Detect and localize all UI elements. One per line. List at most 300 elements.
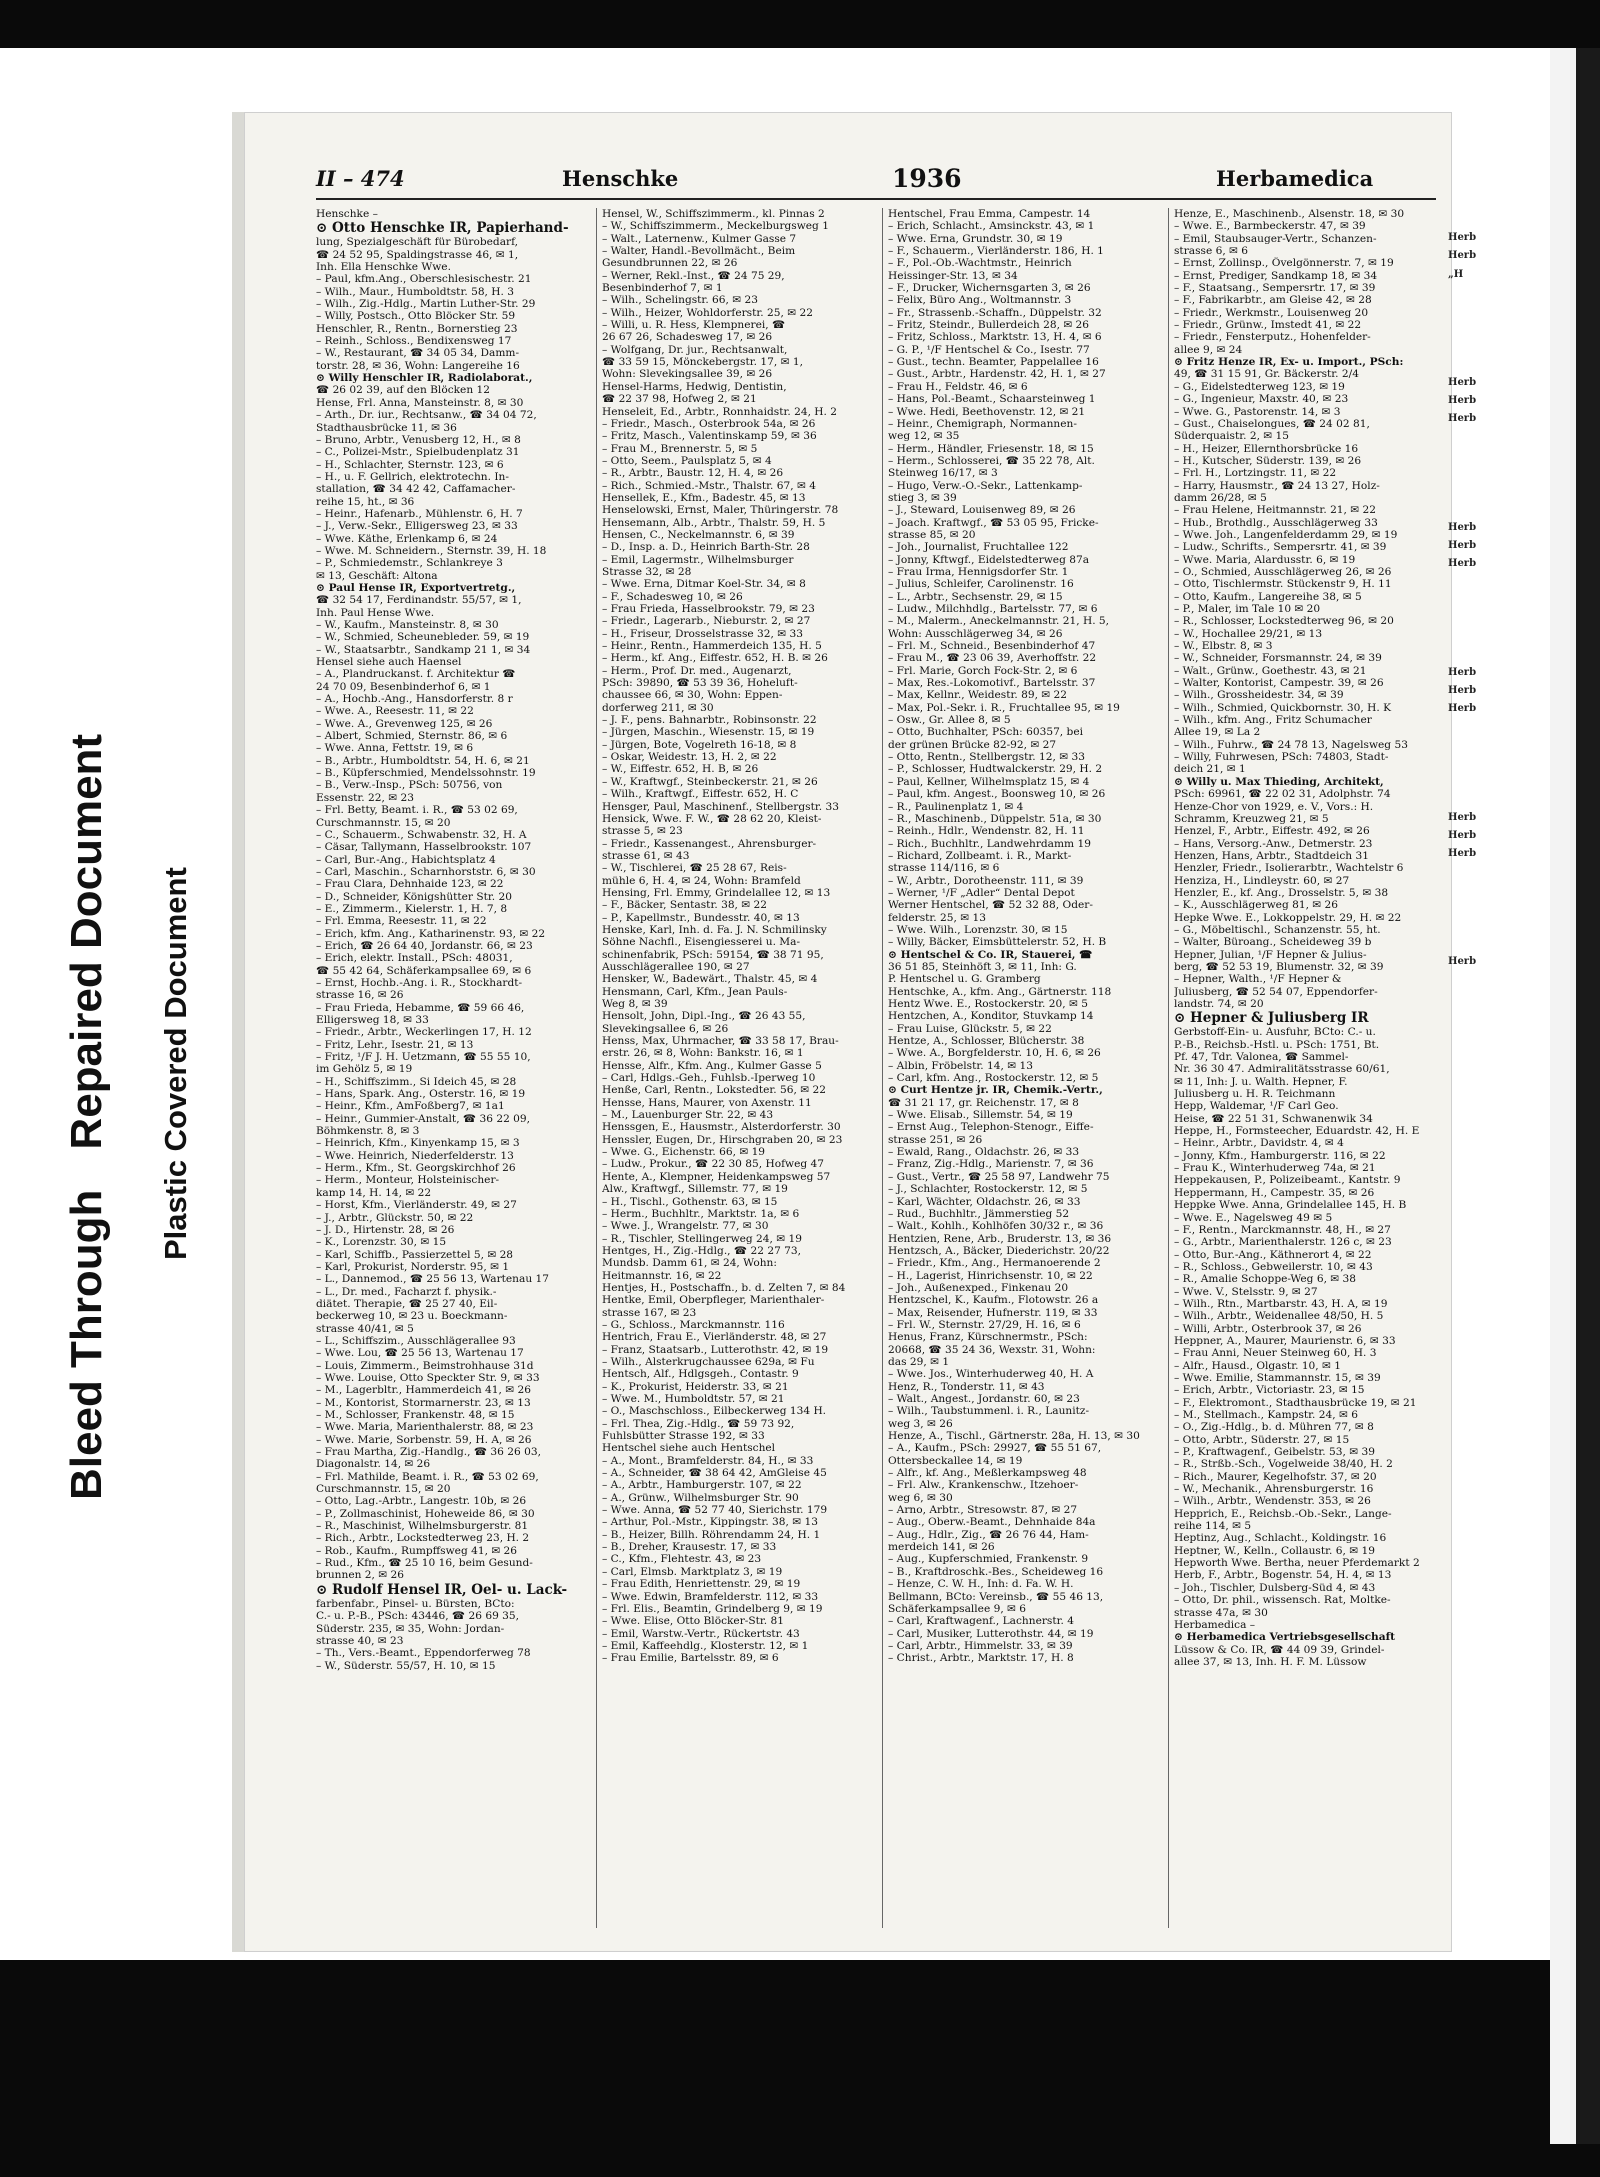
- entry-line: Hepke Wwe. E., Lokkoppelstr. 29, H. ✉ 22: [1174, 911, 1402, 924]
- entry-line: – Herm., Buchhltr., Marktstr. 1a, ✉ 6: [602, 1207, 800, 1220]
- entry-line: farbenfabr., Pinsel- u. Bürsten, BCto:: [316, 1597, 515, 1610]
- entry-line: – Ernst, Zollinsp., Övelgönnerstr. 7, ✉ 19: [1174, 257, 1394, 270]
- margin-fragment: Herb: [1448, 956, 1477, 968]
- entry-line: – Wilh., Taubstummenl. i. R., Launitz-: [888, 1405, 1090, 1418]
- entry-line: – Friedr., Werkmstr., Louisenweg 20: [1174, 306, 1369, 319]
- entry-line: Heppekausen, P., Polizeibeamt., Kantstr. 9: [1174, 1174, 1401, 1187]
- entry-line: ⊙ Rudolf Hensel IR, Oel- u. Lack-: [316, 1581, 568, 1598]
- entry-line: das 29, ✉ 1: [888, 1355, 950, 1368]
- entry-line: Hentschel, Frau Emma, Campestr. 14: [888, 208, 1091, 220]
- entry-line: – Richard, Zollbeamt. i. R., Markt-: [888, 849, 1072, 862]
- entry-line: Henzen, Hans, Arbtr., Stadtdeich 31: [1174, 849, 1369, 862]
- entry-line: – Carl, Kraftwagenf., Lachnerstr. 4: [888, 1615, 1074, 1628]
- next-page-edge: [1550, 48, 1576, 2144]
- next-page-margin: [1448, 232, 1478, 975]
- entry-line: – Frau Frieda, Hebamme, ☎ 59 66 46,: [316, 1001, 525, 1014]
- entry-line: Hensel-Harms, Hedwig, Dentistin,: [602, 380, 787, 393]
- entry-line: – Joh., Außenexped., Finkenau 20: [888, 1281, 1069, 1294]
- entry-line: Gerbstoff-Ein- u. Ausfuhr, BCto: C.- u.: [1174, 1026, 1376, 1039]
- entry-line: – M., Kontorist, Stormarnerstr. 23, ✉ 13: [316, 1396, 531, 1409]
- entry-line: – R., Tischler, Stellingerweg 24, ✉ 19: [602, 1232, 802, 1245]
- entry-line: – K., Prokurist, Heiderstr. 33, ✉ 21: [602, 1380, 789, 1393]
- condition-label-primary: [62, 500, 112, 1500]
- entry-line: Hepp, Waldemar, ¹/F Carl Geo.: [1174, 1100, 1339, 1113]
- entry-line: – Walter, Kontorist, Campestr. 39, ✉ 26: [1174, 677, 1384, 690]
- entry-line: erstr. 26, ✉ 8, Wohn: Bankstr. 16, ✉ 1: [602, 1047, 804, 1060]
- entry-line: – P., Zollmaschinist, Hoheweide 86, ✉ 30: [316, 1507, 535, 1520]
- header-rule: [316, 198, 1436, 200]
- right-scan-border: [1576, 48, 1600, 2144]
- entry-line: – Arno, Arbtr., Stresowstr. 87, ✉ 27: [888, 1504, 1078, 1517]
- entry-line: 26 67 26, Schadesweg 17, ✉ 26: [602, 331, 773, 344]
- top-scan-border: [0, 0, 1600, 48]
- entry-line: – Fritz, Schloss., Marktstr. 13, H. 4, ✉ 6: [888, 331, 1102, 344]
- entry-line: – D., Insp. a. D., Heinrich Barth-Str. 28: [602, 541, 810, 554]
- entry-line: – Wilh., Maur., Humboldtstr. 58, H. 3: [316, 285, 515, 298]
- entry-line: – Jonny, Kftwgf., Eidelstedterweg 87a: [888, 553, 1090, 566]
- entry-line: – Wwe. Käthe, Erlenkamp 6, ✉ 24: [316, 532, 498, 545]
- entry-line: – Willy, Fuhrwesen, PSch: 74803, Stadt-: [1174, 751, 1389, 764]
- entry-line: Henselowski, Ernst, Maler, Thüringerstr. 78: [602, 504, 839, 517]
- entry-line: Ausschlägerallee 190, ✉ 27: [602, 960, 750, 973]
- entry-line: Heppe, H., Formsteecher, Eduardstr. 42, H. E: [1174, 1125, 1420, 1138]
- entry-line: Weg 8, ✉ 39: [602, 998, 668, 1010]
- entry-line: – A., Kaufm., PSch: 29927, ☎ 55 51 67,: [888, 1442, 1102, 1455]
- entry-line: – Hans, Spark. Ang., Osterstr. 16, ✉ 19: [316, 1088, 526, 1101]
- margin-fragment: Herb: [1448, 829, 1477, 841]
- entry-line: – Wwe. Louise, Otto Speckter Str. 9, ✉ 33: [316, 1371, 540, 1384]
- margin-fragment: Herb: [1448, 413, 1477, 425]
- entry-line: – Walter, Handl.-Bevollmächt., Beim: [602, 245, 796, 258]
- entry-line: Henz, R., Tonderstr. 11, ✉ 43: [888, 1380, 1045, 1393]
- margin-fragment: Herb: [1448, 540, 1477, 552]
- entry-line: strasse 251, ✉ 26: [888, 1133, 983, 1146]
- entry-line: – Wwe. Erna, Grundstr. 30, ✉ 19: [888, 232, 1063, 245]
- entry-line: im Gehölz 5, ✉ 19: [316, 1063, 413, 1076]
- entry-line: strasse 40/41, ✉ 5: [316, 1322, 414, 1335]
- entry-line: Heppner, A., Maurer, Maurienstr. 6, ✉ 33: [1174, 1334, 1396, 1347]
- entry-line: Schramm, Kreuzweg 21, ✉ 5: [1174, 812, 1329, 825]
- entry-line: Stadthausbrücke 11, ✉ 36: [316, 421, 457, 434]
- entry-line: – P., Kapellmstr., Bundesstr. 40, ✉ 13: [602, 911, 800, 924]
- label-strip: [0, 48, 244, 1960]
- entry-line: – H., u. F. Gellrich, elektrotechn. In-: [316, 470, 509, 483]
- entry-line: ☎ 24 52 95, Spaldingstrasse 46, ✉ 1,: [316, 248, 519, 261]
- entry-line: – Karl, Prokurist, Norderstr. 95, ✉ 1: [316, 1260, 510, 1273]
- entry-line: PSch: 39890, ☎ 53 39 36, Hoheluft-: [602, 677, 798, 690]
- entry-line: – Walt., Laternenw., Kulmer Gasse 7: [602, 232, 797, 245]
- entry-line: – Christ., Arbtr., Marktstr. 17, H. 8: [888, 1652, 1074, 1665]
- entry-line: kamp 14, H. 14, ✉ 22: [316, 1186, 432, 1199]
- entry-line: – Erich, elektr. Install., PSch: 48031,: [316, 952, 513, 965]
- entry-line: – Wwe. A., Reesestr. 11, ✉ 22: [316, 705, 474, 718]
- entry-line: – Gust., Arbtr., Hardenstr. 42, H. 1, ✉ 27: [888, 368, 1106, 381]
- entry-line: Nr. 36 30 47. Admiralitätsstrasse 60/61,: [1174, 1063, 1390, 1076]
- entry-line: – Walt., Kohlh., Kohlhöfen 30/32 r., ✉ 36: [888, 1220, 1104, 1233]
- entry-line: C.- u. P.-B., PSch: 43446, ☎ 26 69 35,: [316, 1610, 520, 1623]
- entry-line: – Joh., Tischler, Dulsberg-Süd 4, ✉ 43: [1174, 1581, 1376, 1594]
- entry-line: – Wwe. Maria, Marienthalerstr. 88, ✉ 23: [316, 1421, 534, 1434]
- entry-line: Essenstr. 22, ✉ 23: [316, 791, 414, 804]
- entry-line: – Reinh., Schloss., Bendixensweg 17: [316, 335, 512, 348]
- entry-line: – Bruno, Arbtr., Venusberg 12, H., ✉ 8: [316, 433, 521, 446]
- column-4: [1174, 208, 1446, 1928]
- entry-line: – R., Strßb.-Sch., Vogelweide 38/40, H. 2: [1174, 1458, 1393, 1471]
- entry-line: – J. D., Hirtenstr. 28, ✉ 26: [316, 1223, 455, 1236]
- entry-line: ⊙ Willy u. Max Thieding, Architekt,: [1174, 775, 1384, 788]
- directory-columns: [316, 208, 1446, 1928]
- entry-line: – Fritz, Lehr., Isestr. 21, ✉ 13: [316, 1038, 474, 1051]
- entry-line: Hentzchen, A., Konditor, Stuvkamp 14: [888, 1010, 1094, 1023]
- entry-line: – Frau Helene, Heitmannstr. 21, ✉ 22: [1174, 504, 1377, 517]
- entry-line: – Gust., techn. Beamter, Pappelallee 16: [888, 356, 1099, 369]
- entry-line: PSch: 69961, ☎ 22 02 31, Adolphstr. 74: [1174, 788, 1391, 801]
- entry-line: – Willy, Postsch., Otto Blöcker Str. 59: [316, 310, 516, 323]
- margin-fragment: Herb: [1448, 684, 1477, 696]
- entry-line: – Frau M., Brennerstr. 5, ✉ 5: [602, 442, 758, 455]
- entry-line: – P., Kraftwagenf., Geibelstr. 53, ✉ 39: [1174, 1446, 1375, 1459]
- entry-line: – Hub., Brothdlg., Ausschlägerweg 33: [1174, 516, 1378, 529]
- entry-line: ✉ 13, Geschäft: Altona: [316, 569, 438, 582]
- entry-line: – Carl, Maschin., Scharnhorststr. 6, ✉ 30: [316, 865, 536, 878]
- entry-line: landstr. 74, ✉ 20: [1174, 998, 1264, 1010]
- entry-line: – Wwe. M., Humboldtstr. 57, ✉ 21: [602, 1393, 785, 1405]
- entry-line: – Frl. Mathilde, Beamt. i. R., ☎ 53 02 69,: [316, 1470, 539, 1483]
- page-header: [316, 164, 1436, 194]
- entry-line: – Albert, Schmied, Sternstr. 86, ✉ 6: [316, 730, 508, 743]
- entry-line: 36 51 85, Steinhöft 3, ✉ 11, Inh: G.: [888, 960, 1077, 973]
- entry-line: Inh. Ella Henschke Wwe.: [316, 261, 451, 274]
- entry-line: – Felix, Büro Ang., Woltmannstr. 3: [888, 294, 1072, 307]
- entry-line: – Emil, Warstw.-Vertr., Rückertstr. 43: [602, 1627, 800, 1640]
- entry-line: reihe 15, ht., ✉ 36: [316, 495, 415, 508]
- entry-line: – Werner, Rekl.-Inst., ☎ 24 75 29,: [602, 269, 785, 282]
- entry-line: brunnen 2, ✉ 26: [316, 1569, 404, 1582]
- repaired-document-label: Repaired Document: [62, 733, 111, 1150]
- entry-line: – L., Schiffszim., Ausschlägerallee 93: [316, 1334, 516, 1347]
- entry-line: – Franz, Zig.-Hdlg., Marienstr. 7, ✉ 36: [888, 1158, 1094, 1171]
- entry-line: – B., Verw.-Insp., PSch: 50756, von: [316, 779, 503, 792]
- entry-line: Henzler, Friedr., Isolierarbtr., Wachtelstr 6: [1174, 862, 1404, 875]
- entry-line: – M., Malerm., Aneckelmannstr. 21, H. 5,: [888, 615, 1110, 628]
- entry-line: – Frau Frieda, Hasselbrookstr. 79, ✉ 23: [602, 603, 815, 615]
- entry-line: Hentke, Emil, Oberpfleger, Marienthaler-: [602, 1294, 825, 1307]
- entry-line: ☎ 33 59 15, Mönckebergstr. 17, ✉ 1,: [602, 356, 803, 369]
- entry-line: – Oskar, Weidestr. 13, H. 2, ✉ 22: [602, 751, 777, 764]
- entry-line: Hentzsch, A., Bäcker, Diederichstr. 20/22: [888, 1244, 1110, 1257]
- entry-line: – W., Schmied, Scheunebleder. 59, ✉ 19: [316, 631, 530, 644]
- entry-line: – L., Dannemod., ☎ 25 56 13, Wartenau 17: [316, 1273, 549, 1286]
- entry-line: – W., Schiffszimmerm., Meckelburgsweg 1: [602, 220, 829, 233]
- entry-line: – Heinr., Kfm., AmFoßberg7, ✉ 1a1: [316, 1100, 505, 1113]
- entry-line: – Th., Vers.-Beamt., Eppendorferweg 78: [316, 1647, 531, 1660]
- entry-line: – A., Mont., Bramfelderstr. 84, H., ✉ 33: [602, 1454, 814, 1467]
- entry-line: – Fritz, ¹/F J. H. Uetzmann, ☎ 55 55 10,: [316, 1051, 531, 1064]
- entry-line: – Ernst, Hochb.-Ang. i. R., Stockhardt-: [316, 976, 523, 989]
- entry-line: – Alfr., kf. Ang., Meßlerkampsweg 48: [888, 1467, 1087, 1480]
- entry-line: – Wilh., kfm. Ang., Fritz Schumacher: [1174, 714, 1372, 727]
- entry-line: – J., Schlachter, Rostockerstr. 12, ✉ 5: [888, 1183, 1088, 1196]
- entry-line: merdeich 141, ✉ 26: [888, 1541, 995, 1554]
- entry-line: – Gust., Chaiselongues, ☎ 24 02 81,: [1174, 417, 1370, 430]
- entry-line: – Wwe. Marie, Sorbenstr. 59, H. A, ✉ 26: [316, 1433, 532, 1446]
- entry-line: – Ernst, Prediger, Sandkamp 18, ✉ 34: [1174, 269, 1378, 282]
- entry-line: – C., Schauerm., Schwabenstr. 32, H. A: [316, 828, 527, 841]
- entry-line: strasse 16, ✉ 26: [316, 989, 404, 1002]
- bottom-scan-border: [0, 1960, 1600, 2177]
- entry-line: strasse 6, ✉ 6: [1174, 245, 1249, 258]
- entry-line: – Otto, Rentn., Stellbergstr. 12, ✉ 33: [888, 751, 1085, 764]
- entry-line: ☎ 55 42 64, Schäferkampsallee 69, ✉ 6: [316, 964, 532, 977]
- entry-line: Strasse 32, ✉ 28: [602, 565, 692, 578]
- entry-line: – F., Rentn., Marckmannstr. 48, H., ✉ 27: [1174, 1223, 1391, 1236]
- entry-line: – Friedr., Fensterputz., Hohenfelder-: [1174, 331, 1371, 344]
- entry-line: – Jürgen, Maschin., Wiesenstr. 15, ✉ 19: [602, 726, 815, 739]
- entry-line: – J. F., pens. Bahnarbtr., Robinsonstr. 22: [602, 714, 817, 727]
- entry-line: – Wwe. M. Schneidern., Sternstr. 39, H. 18: [316, 544, 547, 557]
- entry-line: – Ernst Aug., Telephon-Stenogr., Eiffe-: [888, 1121, 1094, 1134]
- entry-line: – Wilh., Schmied, Quickbornstr. 30, H. K: [1174, 701, 1392, 714]
- entry-line: strasse 167, ✉ 23: [602, 1306, 697, 1319]
- entry-line: – Otto, Lag.-Arbtr., Langestr. 10b, ✉ 26: [316, 1495, 527, 1508]
- entry-line: – Otto, Tischlermstr. Stückenstr 9, H. 11: [1174, 578, 1392, 591]
- entry-line: – Arth., Dr. iur., Rechtsanw., ☎ 34 04 72,: [316, 409, 537, 422]
- entry-line: – B., Heizer, Billh. Röhrendamm 24, H. 1: [602, 1528, 821, 1541]
- entry-line: – Wwe. J., Wrangelstr. 77, ✉ 30: [602, 1220, 769, 1233]
- entry-line: – Erich, kfm. Ang., Katharinenstr. 93, ✉ 22: [316, 927, 546, 940]
- entry-line: Hense, Frl. Anna, Mansteinstr. 8, ✉ 30: [316, 396, 524, 409]
- entry-line: Henze-Chor von 1929, e. V., Vors.: H.: [1174, 800, 1374, 813]
- entry-line: – L., Dr. med., Facharzt f. physik.-: [316, 1285, 497, 1298]
- entry-line: Curschmannstr. 15, ✉ 20: [316, 816, 451, 829]
- entry-line: Süderstr. 235, ✉ 35, Wohn: Jordan-: [316, 1622, 505, 1635]
- entry-line: – M., Schlosser, Frankenstr. 48, ✉ 15: [316, 1409, 515, 1421]
- entry-line: deich 21, ✉ 1: [1174, 763, 1246, 776]
- entry-line: – W., Kaufm., Mansteinstr. 8, ✉ 30: [316, 619, 499, 631]
- entry-line: Henssler, Eugen, Dr., Hirschgraben 20, ✉ 23: [602, 1133, 843, 1146]
- entry-line: – Werner, ¹/F „Adler“ Dental Depot: [888, 886, 1075, 899]
- margin-fragment: Herb: [1448, 250, 1477, 262]
- entry-line: – F., Fabrikarbtr., am Gleise 42, ✉ 28: [1174, 294, 1372, 307]
- entry-line: – Otto, Buchhalter, PSch: 60357, bei: [888, 726, 1083, 739]
- entry-line: – Hans, Versorg.-Anw., Detmerstr. 23: [1174, 837, 1373, 850]
- entry-line: – Frau Luise, Glückstr. 5, ✉ 22: [888, 1022, 1052, 1035]
- entry-line: Henssgen, E., Hausmstr., Alsterdorferstr. 30: [602, 1121, 841, 1134]
- entry-line: – Wilh., Alsterkrugchaussee 629a, ✉ Fu: [602, 1355, 815, 1368]
- entry-line: – Friedr., Kassenangest., Ahrensburger-: [602, 837, 817, 850]
- entry-line: – C., Kfm., Flehtestr. 43, ✉ 23: [602, 1553, 762, 1566]
- entry-line: – Carl, Elmsb. Marktplatz 3, ✉ 19: [602, 1565, 783, 1578]
- entry-line: – G., Schloss., Marckmannstr. 116: [602, 1318, 785, 1331]
- entry-line: – Wwe. Edwin, Bramfelderstr. 112, ✉ 33: [602, 1590, 819, 1603]
- entry-line: – Wwe. E., Nagelsweg 49 ✉ 5: [1174, 1211, 1333, 1224]
- column-3: [888, 208, 1160, 1928]
- entry-line: – G. P., ¹/F Hentschel & Co., Isestr. 77: [888, 343, 1090, 356]
- margin-fragment: Herb: [1448, 666, 1477, 678]
- entry-line: – Wilh., Fuhrw., ☎ 24 78 13, Nagelsweg 53: [1174, 738, 1408, 751]
- entry-line: – Wwe. A., Borgfelderstr. 10, H. 6, ✉ 26: [888, 1047, 1101, 1060]
- entry-line: Herbamedica –: [1174, 1618, 1256, 1631]
- entry-line: – Paul, kfm. Angest., Boonsweg 10, ✉ 26: [888, 788, 1106, 801]
- entry-line: – Wwe. G., Pastorenstr. 14, ✉ 3: [1174, 405, 1341, 418]
- entry-line: – Otto, Arbtr., Süderstr. 27, ✉ 15: [1174, 1433, 1350, 1446]
- entry-line: – W., Staatsarbtr., Sandkamp 21 1, ✉ 34: [316, 643, 531, 656]
- entry-line: – Rud., Kfm., ☎ 25 10 16, beim Gesund-: [316, 1557, 533, 1570]
- entry-line: Hepner, Julian, ¹/F Hepner & Julius-: [1174, 948, 1367, 961]
- entry-line: – C., Polizei-Mstr., Spielbudenplatz 31: [316, 446, 520, 459]
- header-last-entry: Herbamedica: [1216, 166, 1374, 191]
- entry-line: – G., Arbtr., Marienthalerstr. 126 c, ✉ 23: [1174, 1236, 1392, 1249]
- page-binding-edge: [232, 112, 244, 1952]
- entry-line: Juliusberg, ☎ 52 54 07, Eppendorfer-: [1174, 985, 1378, 998]
- entry-line: stallation, ☎ 34 42 42, Caffamacher-: [316, 483, 516, 496]
- entry-line: Allee 19, ✉ La 2: [1174, 726, 1261, 739]
- entry-line: – Fr., Strassenb.-Schaffn., Düppelstr. 32: [888, 306, 1102, 319]
- entry-line: allee 37, ✉ 13, Inh. H. F. M. Lüssow: [1174, 1655, 1367, 1668]
- entry-line: – R., Paulinenplatz 1, ✉ 4: [888, 800, 1024, 813]
- entry-line: Henzler, E., kf. Ang., Drosselstr. 5, ✉ 38: [1174, 886, 1389, 899]
- entry-line: – M., Lauenburger Str. 22, ✉ 43: [602, 1109, 774, 1122]
- entry-line: stieg 3, ✉ 39: [888, 491, 957, 504]
- entry-line: Hentjes, H., Postschaffn., b. d. Zelten 7, ✉ 84: [602, 1281, 846, 1294]
- entry-line: – Frl. Marie, Gorch Fock-Str. 2, ✉ 6: [888, 664, 1078, 677]
- entry-line: Hensel, W., Schiffszimmerm., kl. Pinnas 2: [602, 208, 825, 220]
- entry-line: – Rud., Buchhltr., Jämmerstieg 52: [888, 1207, 1070, 1220]
- entry-line: – Willy, Bäcker, Eimsbüttelerstr. 52, H. B: [888, 936, 1107, 949]
- entry-line: ⊙ Willy Henschler IR, Radiolaborat.,: [316, 372, 533, 385]
- margin-fragment: Herb: [1448, 395, 1477, 407]
- margin-fragment: Herb: [1448, 376, 1477, 388]
- bleed-through-label: Bleed Through: [62, 1189, 111, 1500]
- entry-line: – Hans, Pol.-Beamt., Schaarsteinweg 1: [888, 393, 1096, 406]
- entry-line: Söhne Nachfl., Eisengiesserei u. Ma-: [602, 936, 801, 949]
- entry-line: Besenbinderhof 7, ✉ 1: [602, 282, 723, 295]
- entry-line: ☎ 26 02 39, auf den Blöcken 12: [316, 384, 490, 397]
- entry-line: – F., Pol.-Ob.-Wachtmstr., Heinrich: [888, 257, 1072, 270]
- entry-line: – Heinr., Chemigraph, Normannen-: [888, 417, 1077, 430]
- entry-line: – Erich, ☎ 26 64 40, Jordanstr. 66, ✉ 23: [316, 939, 533, 952]
- column-1: [316, 208, 588, 1928]
- entry-line: – Ludw., Milchhdlg., Bartelsstr. 77, ✉ 6: [888, 603, 1098, 615]
- entry-line: – Hepner, Walth., ¹/F Hepner &: [1174, 973, 1342, 986]
- entry-line: – F., Staatsang., Sempersrtr. 17, ✉ 39: [1174, 282, 1376, 295]
- entry-line: Hentrich, Frau E., Vierländerstr. 48, ✉ 27: [602, 1331, 827, 1344]
- entry-line: – Otto, Bur.-Ang., Käthnerort 4, ✉ 22: [1174, 1248, 1372, 1261]
- entry-line: Inh. Paul Hense Wwe.: [316, 606, 435, 619]
- entry-line: – Frl. H., Lortzingstr. 11, ✉ 22: [1174, 467, 1337, 480]
- entry-line: – Walt., Grünw., Goethestr. 43, ✉ 21: [1174, 664, 1367, 677]
- entry-line: Juliusberg u. H. R. Teichmann: [1174, 1088, 1336, 1101]
- entry-line: – Wwe. Anna, ☎ 52 77 40, Sierichstr. 179: [602, 1504, 828, 1517]
- entry-line: – Friedr., Masch., Osterbrook 54a, ✉ 26: [602, 417, 816, 430]
- entry-line: – Wolfgang, Dr. jur., Rechtsanwalt,: [602, 343, 788, 356]
- entry-line: – K., Lorenzstr. 30, ✉ 15: [316, 1236, 447, 1249]
- entry-line: – Frl. Betty, Beamt. i. R., ☎ 53 02 69,: [316, 804, 518, 817]
- entry-line: dorferweg 211, ✉ 30: [602, 701, 714, 714]
- entry-line: – Karl, Schiffb., Passierzettel 5, ✉ 28: [316, 1248, 514, 1261]
- entry-line: Hepprich, E., Reichsb.-Ob.-Sekr., Lange-: [1174, 1507, 1392, 1520]
- entry-line: – Ludw., Prokur., ☎ 22 30 85, Hofweg 47: [602, 1158, 825, 1171]
- entry-line: weg 3, ✉ 26: [888, 1417, 953, 1430]
- entry-line: – H., Friseur, Drosselstrasse 32, ✉ 33: [602, 627, 803, 640]
- entry-line: – Julius, Schleifer, Carolinenstr. 16: [888, 578, 1074, 591]
- entry-line: – R., Schlosser, Lockstedterweg 96, ✉ 20: [1174, 615, 1394, 628]
- entry-line: – Friedr., Kfm., Ang., Hermanoerende 2: [888, 1257, 1101, 1270]
- entry-line: Wohn: Slevekingsallee 39, ✉ 26: [602, 368, 773, 381]
- entry-line: – Jürgen, Bote, Vogelreth 16-18, ✉ 8: [602, 738, 797, 751]
- entry-line: ☎ 31 21 17, gr. Reichenstr. 17, ✉ 8: [888, 1096, 1079, 1109]
- entry-line: – B., Küpferschmied, Mendelssohnstr. 19: [316, 767, 536, 780]
- header-first-entry: Henschke: [562, 166, 679, 191]
- entry-line: – Frl. Elis., Beamtin, Grindelberg 9, ✉ 19: [602, 1602, 823, 1615]
- entry-line: – J., Arbtr., Glückstr. 50, ✉ 22: [316, 1211, 474, 1224]
- entry-line: – Carl, Musiker, Lutterothstr. 44, ✉ 19: [888, 1627, 1094, 1640]
- entry-line: strasse 5, ✉ 23: [602, 825, 683, 838]
- entry-line: – Reinh., Hdlr., Wendenstr. 82, H. 11: [888, 825, 1085, 838]
- entry-line: – Wwe. Heinrich, Niederfelderstr. 13: [316, 1149, 514, 1162]
- entry-line: – Jonny, Kfm., Hamburgerstr. 116, ✉ 22: [1174, 1149, 1386, 1162]
- entry-line: – Cäsar, Tallymann, Hasselbrookstr. 107: [316, 841, 532, 854]
- entry-line: – Franz, Staatsarb., Lutterothstr. 42, ✉ 19: [602, 1343, 829, 1356]
- entry-line: – Herm., Kfm., St. Georgskirchhof 26: [316, 1162, 516, 1175]
- entry-line: Hensger, Paul, Maschinenf., Stellbergstr. 33: [602, 800, 839, 813]
- entry-line: Henske, Karl, Inh. d. Fa. J. N. Schmilinsky: [602, 923, 827, 936]
- entry-line: – Ludw., Schrifts., Sempersrtr. 41, ✉ 39: [1174, 541, 1387, 554]
- entry-line: – Frl. W., Sternstr. 27/29, H. 16, ✉ 6: [888, 1318, 1081, 1331]
- entry-line: Henze, E., Maschinenb., Alsenstr. 18, ✉ 30: [1174, 208, 1405, 220]
- entry-line: – H., Heizer, Ellernthorsbrücke 16: [1174, 442, 1359, 455]
- entry-line: Hentzschel, K., Kaufm., Flotowstr. 26 a: [888, 1294, 1099, 1307]
- entry-line: – W., Schneider, Forsmannstr. 24, ✉ 39: [1174, 652, 1382, 665]
- entry-line: Henus, Franz, Kürschnermstr., PSch:: [888, 1331, 1088, 1344]
- entry-line: – F., Schadesweg 10, ✉ 26: [602, 590, 743, 603]
- entry-line: – H., Tischl., Gothenstr. 63, ✉ 15: [602, 1195, 778, 1208]
- entry-line: – B., Kraftdroschk.-Bes., Scheideweg 16: [888, 1565, 1104, 1578]
- entry-line: – A., Arbtr., Hamburgerstr. 107, ✉ 22: [602, 1479, 802, 1492]
- entry-line: Heppke Wwe. Anna, Grindelallee 145, H. B: [1174, 1199, 1407, 1212]
- margin-fragment: Herb: [1448, 232, 1477, 243]
- entry-line: Hensellek, E., Kfm., Badestr. 45, ✉ 13: [602, 491, 806, 504]
- entry-line: – K., Ausschlägerweg 81, ✉ 26: [1174, 899, 1339, 912]
- entry-line: Hentze, A., Schlosser, Blücherstr. 38: [888, 1035, 1085, 1048]
- entry-line: – Rich., Arbtr., Lockstedterweg 23, H. 2: [316, 1532, 530, 1545]
- entry-line: Bellmann, BCto: Vereinsb., ☎ 55 46 13,: [888, 1590, 1104, 1603]
- entry-line: Hensemann, Alb., Arbtr., Thalstr. 59, H. 5: [602, 516, 826, 529]
- entry-line: – Carl, Bur.-Ang., Habichtsplatz 4: [316, 853, 496, 866]
- entry-line: – W., Mechanik., Ahrensburgerstr. 16: [1174, 1483, 1374, 1496]
- entry-line: Henss, Max, Uhrmacher, ☎ 33 58 17, Brau-: [602, 1035, 839, 1048]
- entry-line: Heitmannstr. 16, ✉ 22: [602, 1269, 722, 1282]
- entry-line: Ottersbeckallee 14, ✉ 19: [888, 1454, 1023, 1467]
- entry-line: – Erich, Schlacht., Amsinckstr. 43, ✉ 1: [888, 220, 1095, 233]
- entry-line: Hensker, W., Badewärt., Thalstr. 45, ✉ 4: [602, 973, 818, 986]
- entry-line: Wohn: Ausschlägerweg 34, ✉ 26: [888, 627, 1063, 640]
- entry-line: – Aug., Kupferschmied, Frankenstr. 9: [888, 1553, 1089, 1566]
- entry-line: P. Hentschel u. G. Gramberg: [888, 973, 1041, 986]
- entry-line: – Walt., Angest., Jordanstr. 60, ✉ 23: [888, 1393, 1080, 1405]
- entry-line: Böhmkenstr. 8, ✉ 3: [316, 1125, 420, 1138]
- entry-line: Hensick, Wwe. F. W., ☎ 28 62 20, Kleist-: [602, 812, 822, 825]
- entry-line: – Herm., Prof. Dr. med., Augenarzt,: [602, 664, 792, 677]
- entry-line: – B., Arbtr., Humboldtstr. 54, H. 6, ✉ 21: [316, 754, 530, 767]
- entry-line: – Horst, Kfm., Vierländerstr. 49, ✉ 27: [316, 1199, 517, 1212]
- entry-line: – G., Möbeltischl., Schanzenstr. 55, ht.: [1174, 923, 1381, 936]
- entry-line: – R., Maschinenb., Düppelstr. 51a, ✉ 30: [888, 812, 1102, 825]
- entry-line: Hentschke, A., kfm. Ang., Gärtnerstr. 118: [888, 985, 1112, 998]
- entry-line: Lüssow & Co. IR, ☎ 44 09 39, Grindel-: [1174, 1643, 1385, 1656]
- entry-line: – Max, Kellnr., Weidestr. 89, ✉ 22: [888, 689, 1068, 702]
- entry-line: – Willi, Arbtr., Osterbrook 37, ✉ 26: [1174, 1322, 1362, 1335]
